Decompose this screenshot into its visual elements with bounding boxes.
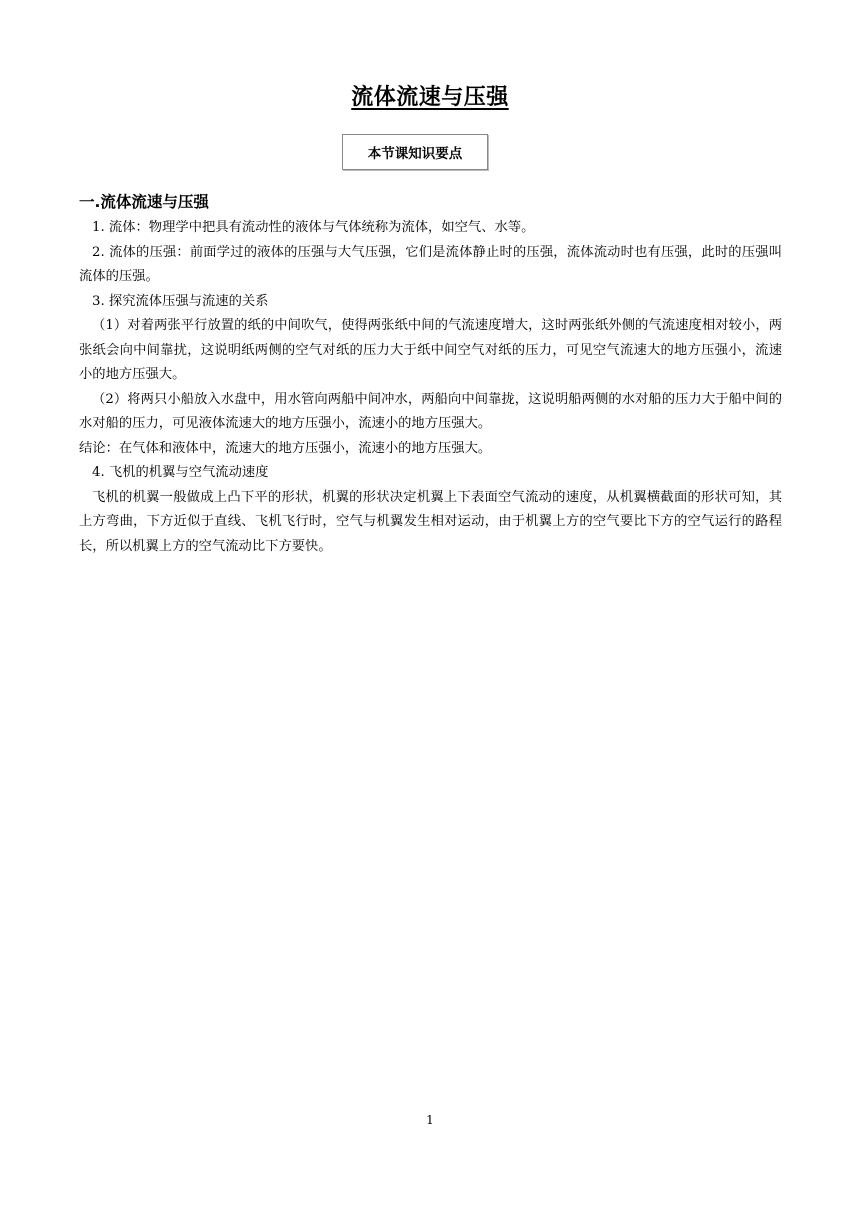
page-number: 1 [426,1113,434,1127]
document-body [79,192,782,559]
key-points-label: 本节课知识要点 [367,146,463,162]
document-title: 流体流速与压强 [351,85,509,110]
paragraph-wing-explanation: 飞机的机翼一般做成上凸下平的形状，机翼的形状决定机翼上下表面空气流动的速度，从机翼横截面的形状可知，其上方弯曲，下方近似于直线、飞机飞行时，空气与机翼发生相对运动，由于机翼上方的空气要比下方的空气运行的路程长，所以机翼上方的空气流动比下方要快。 [79,489,782,554]
section-heading: 一.流体流速与压强 [79,193,209,211]
paragraph-explore-heading: 3. 探究流体压强与流速的关系 [92,293,269,309]
paragraph-conclusion: 结论：在气体和液体中，流速大的地方压强小，流速小的地方压强大。 [79,440,492,456]
paragraph-experiment-boats: （2）将两只小船放入水盘中，用水管向两船中间冲水，两船向中间靠拢，这说明船两侧的水对船的压力大于船中间的水对船的压力，可见液体流速大的地方压强小，流速小的地方压强大。 [79,391,782,431]
paragraph-fluid-definition: 1. 流体：物理学中把具有流动性的液体与气体统称为流体，如空气、水等。 [92,220,535,235]
paragraph-experiment-paper: （1）对着两张平行放置的纸的中间吹气，使得两张纸中间的气流速度增大，这时两张纸外侧的气流速度相对较小，两张纸会向中间靠扰，这说明纸两侧的空气对纸的压力大于纸中间空气对纸的压力，可见空气流速大的地方压强小，流速小的地方压强大。 [79,318,782,382]
key-points-box [342,134,488,170]
paragraph-fluid-pressure: 2. 流体的压强：前面学过的液体的压强与大气压强，它们是流体静止时的压强，流体流动时也有压强，此时的压强叫流体的压强。 [79,244,782,284]
paragraph-wing-heading: 4. 飞机的机翼与空气流动速度 [92,465,269,480]
